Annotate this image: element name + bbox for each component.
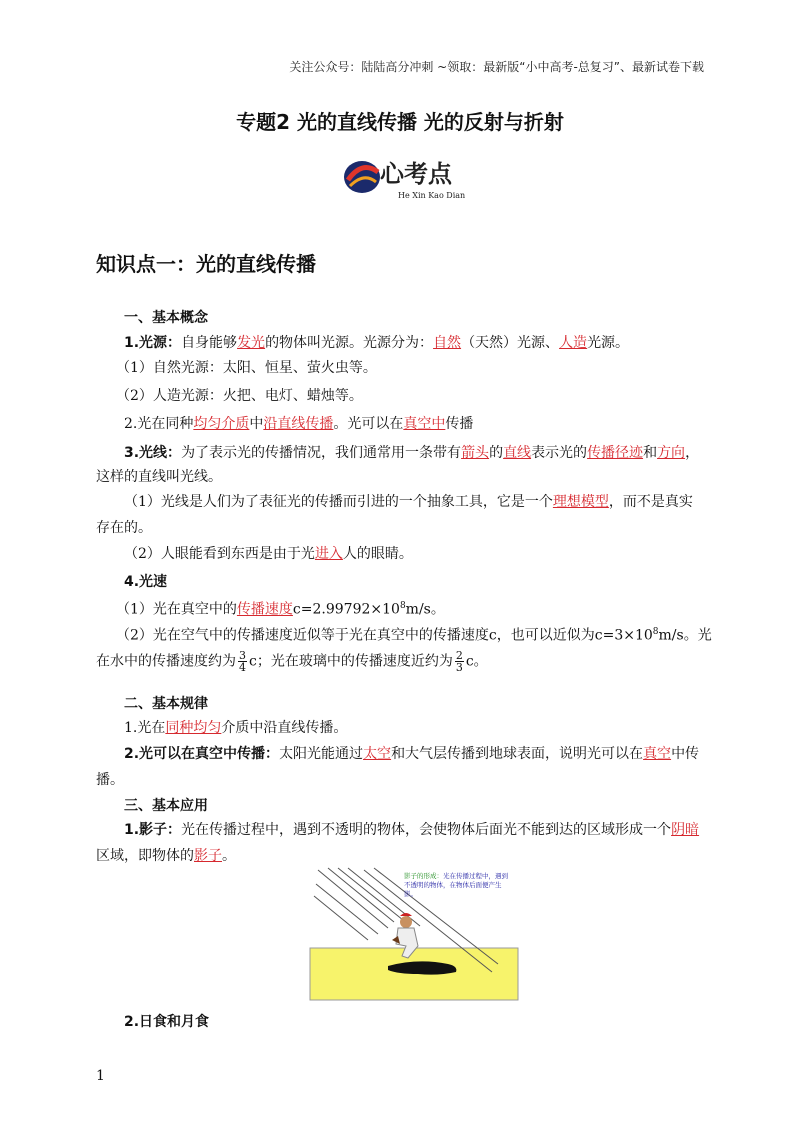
keyword: 均匀介质 [193, 416, 250, 432]
keyword: 自然 [433, 335, 462, 351]
s2-heading: 二、基本规律 [124, 696, 208, 712]
s1-p3a-cont: 存在的。 [96, 520, 152, 536]
numerator: 3 [239, 649, 246, 662]
text: 和 [643, 445, 658, 461]
text: 介质中沿直线传播。 [221, 720, 348, 736]
s2-p2 [124, 744, 744, 764]
s1-p1a: （1）自然光源：太阳、恒星、萤火虫等。 [116, 360, 377, 376]
keyword: 直线 [503, 445, 532, 461]
s1-p3b [124, 544, 744, 564]
text: 和大气层传播到地球表面，说明光可以在 [391, 746, 644, 762]
text: 的 [489, 445, 504, 461]
s1-p4b [116, 622, 736, 646]
term: 2.光可以在真空中传播： [124, 746, 280, 762]
term-light-source: 1.光源： [124, 335, 182, 351]
keyword: 真空中 [403, 416, 446, 432]
text: （2）人眼能看到东西是由于光 [124, 546, 315, 562]
text: 1.光在 [124, 720, 166, 736]
page-title: 专题2 光的直线传播 光的反射与折射 [236, 110, 564, 134]
s1-p4a [116, 596, 736, 620]
logo-en-text: He Xin Kao Dian [398, 191, 466, 200]
keyword: 发光 [237, 335, 266, 351]
superscript: 8 [652, 627, 659, 637]
s2-p1 [124, 718, 744, 738]
keyword: 影子 [194, 848, 222, 864]
keyword: 同种均匀 [165, 720, 222, 736]
text: 为了表示光的传播情况，我们通常用一条带有 [181, 445, 462, 461]
keyword: 真空 [643, 746, 672, 762]
caption-label: 影子的形成： [404, 872, 443, 880]
text: 光在传播过程中，遇到不透明的物体，会使物体后面光不能到达的区域形成一个 [181, 822, 672, 838]
s1-p1b: （2）人造光源：火把、电灯、蜡烛等。 [116, 388, 363, 404]
text: 2.光在同种 [124, 416, 194, 432]
fraction-water [238, 650, 247, 673]
player-cap [400, 913, 412, 916]
keyword: 箭头 [461, 445, 490, 461]
text: 区域，即物体的 [96, 848, 194, 864]
text: 传播 [445, 416, 474, 432]
keyword: 人造 [559, 335, 588, 351]
text: m/s。 [405, 601, 445, 618]
logo-graphic [340, 150, 470, 206]
text: 。 [222, 848, 236, 864]
s3-p1-cont [96, 846, 716, 866]
text: 自身能够 [181, 335, 238, 351]
shadow-figure [308, 866, 520, 1002]
keyword: 进入 [314, 546, 343, 562]
keyword: 传播速度 [236, 601, 293, 618]
denominator: 3 [455, 661, 463, 674]
text: 在水中的传播速度约为 [96, 653, 236, 670]
text: 太阳光能通过 [279, 746, 364, 762]
caption-text: 光在传播过程中，遇到不透明的物体，在物体后面便产生影。 [404, 872, 508, 898]
text: （1）光线是人们为了表征光的传播而引进的一个抽象工具，它是一个 [124, 494, 553, 510]
s1-p4: 4.光速 [124, 574, 168, 590]
s2-p2-cont: 播。 [96, 772, 124, 788]
figure-caption [404, 872, 514, 899]
keyword: 方向 [657, 445, 686, 461]
text: 表示光的 [531, 445, 588, 461]
fraction-glass [455, 650, 464, 673]
text: （1）光在真空中的 [116, 601, 237, 618]
text: ，而不是真实 [608, 494, 693, 510]
text: 的物体叫光源。光源分为： [265, 335, 434, 351]
denominator: 4 [239, 661, 246, 674]
s1-p3-cont: 这样的直线叫光线。 [96, 469, 222, 485]
s3-heading: 三、基本应用 [124, 798, 208, 814]
term-light-ray: 3.光线： [124, 445, 182, 461]
keyword: 沿直线传播 [263, 416, 334, 432]
s1-p4b-cont [96, 650, 716, 673]
keyword: 理想模型 [552, 494, 609, 510]
header-note: 关注公众号：陆陆高分冲刺 ~领取：最新版“小中高考-总复习”、最新试卷下载 [289, 60, 704, 74]
text: 光源。 [587, 335, 630, 351]
text: 人的眼睛。 [342, 546, 413, 562]
s3-p2: 2.日食和月食 [124, 1014, 210, 1030]
player-head [400, 916, 412, 928]
text: c=2.99792×10 [292, 601, 400, 618]
keyword: 阴暗 [671, 822, 700, 838]
keyword: 太空 [363, 746, 392, 762]
s3-p1 [124, 820, 744, 840]
text: m/s。光 [658, 627, 712, 644]
text: 中 [249, 416, 264, 432]
text: c。 [465, 653, 488, 670]
s1-p1 [124, 333, 744, 353]
superscript: 8 [399, 601, 406, 611]
numerator: 2 [455, 649, 463, 662]
page-number: 1 [96, 1068, 105, 1084]
text: c；光在玻璃中的传播速度近约为 [249, 653, 453, 670]
s1-p2 [124, 414, 744, 434]
logo [340, 150, 470, 206]
term-shadow: 1.影子： [124, 822, 182, 838]
text: 中传 [671, 746, 700, 762]
text: 。光可以在 [333, 416, 404, 432]
s1-p3a [124, 492, 744, 512]
text: （2）光在空气中的传播速度近似等于光在真空中的传播速度c，也可以近似为c=3×10 [116, 627, 653, 644]
section-title: 知识点一：光的直线传播 [96, 252, 316, 276]
text: （天然）光源、 [461, 335, 560, 351]
s1-heading: 一、基本概念 [124, 310, 208, 326]
s1-p3 [124, 443, 744, 463]
keyword: 传播径迹 [587, 445, 644, 461]
logo-cn-text: 心考点 [380, 160, 452, 188]
text: ， [685, 445, 700, 461]
